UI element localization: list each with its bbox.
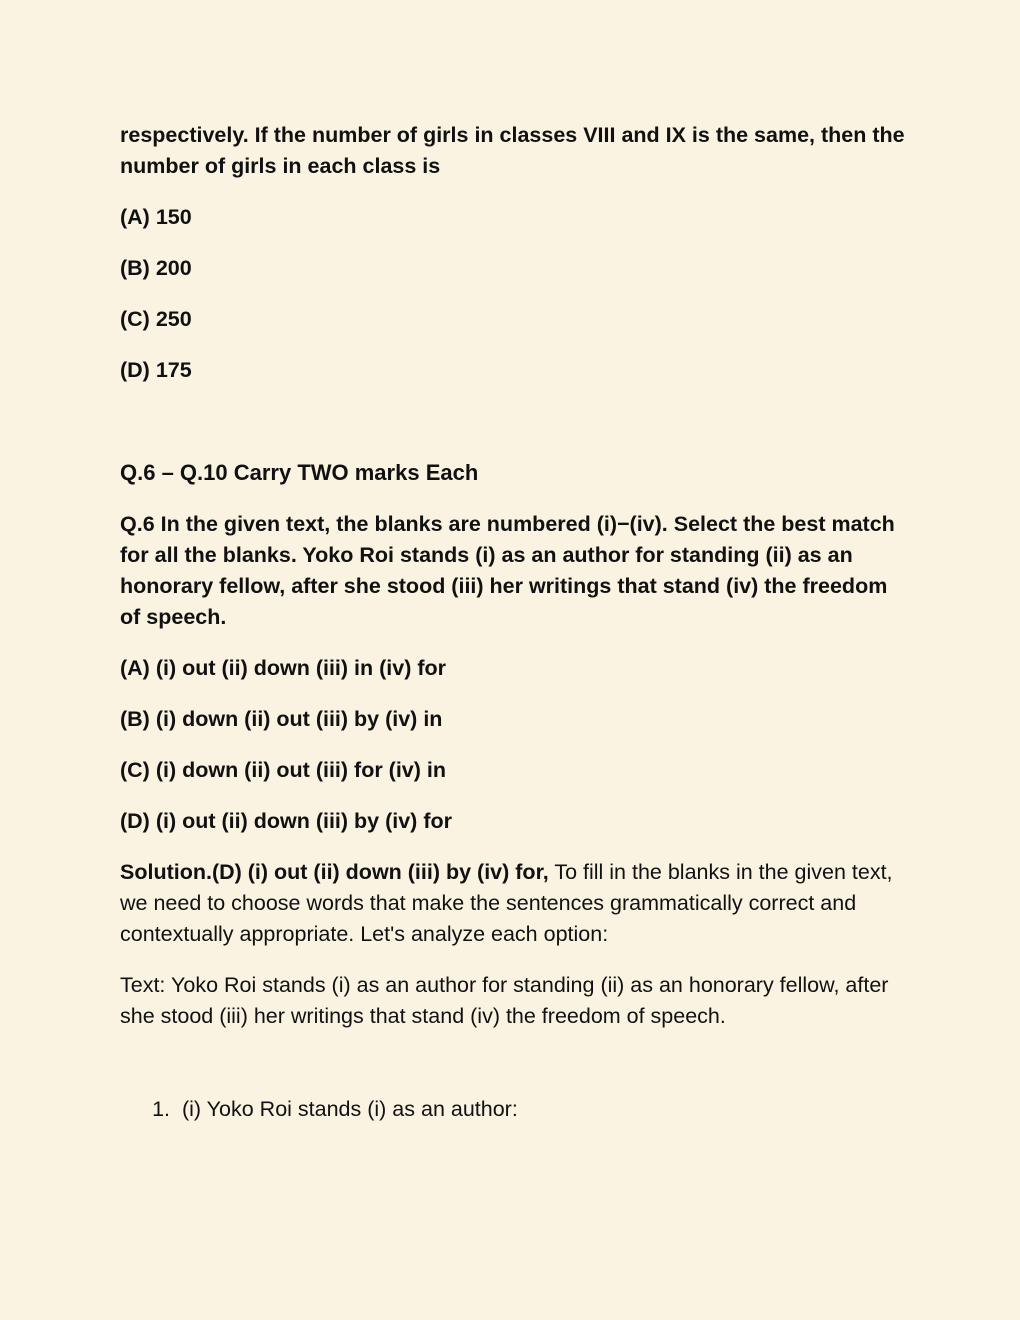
question5-option-b: (B) 200 bbox=[120, 256, 192, 280]
question6-option-c: (C) (i) down (ii) out (iii) for (iv) in bbox=[120, 758, 446, 782]
question6-solution bbox=[120, 857, 910, 950]
question5-stem: respectively. If the number of girls in classes VIII and IX is the same, then the number of girls in each class is bbox=[120, 123, 905, 178]
question6-text-reference: Text: Yoko Roi stands (i) as an author for standing (ii) as an honorary fellow, after she stood (iii) her writings that stand (iv) the freedom of speech. bbox=[120, 973, 889, 1028]
question5-option-c: (C) 250 bbox=[120, 307, 192, 331]
question6-stem: Q.6 In the given text, the blanks are numbered (i)−(iv). Select the best match for all the blanks. Yoko Roi stands (i) as an author for standing (ii) as an honorary fellow, after she stood (iii) her writings that stand (iv) the freedom of speech. bbox=[120, 512, 895, 629]
question6-option-a: (A) (i) out (ii) down (iii) in (iv) for bbox=[120, 656, 446, 680]
question5-option-d: (D) 175 bbox=[120, 358, 192, 382]
solution-explanation: To fill in the blanks in the given text, we need to choose words that make the sentences grammatically correct and contextually appropriate. Let's analyze each option: bbox=[120, 860, 893, 946]
section-heading: Q.6 – Q.10 Carry TWO marks Each bbox=[120, 460, 479, 485]
question5-option-a: (A) 150 bbox=[120, 205, 192, 229]
question6-option-d: (D) (i) out (ii) down (iii) by (iv) for bbox=[120, 809, 452, 833]
question6-option-b: (B) (i) down (ii) out (iii) by (iv) in bbox=[120, 707, 443, 731]
analysis-list bbox=[156, 1094, 896, 1125]
solution-answer: Solution.(D) (i) out (ii) down (iii) by (iv) for, bbox=[120, 860, 549, 884]
analysis-item-1: 1. (i) Yoko Roi stands (i) as an author: bbox=[176, 1094, 896, 1125]
